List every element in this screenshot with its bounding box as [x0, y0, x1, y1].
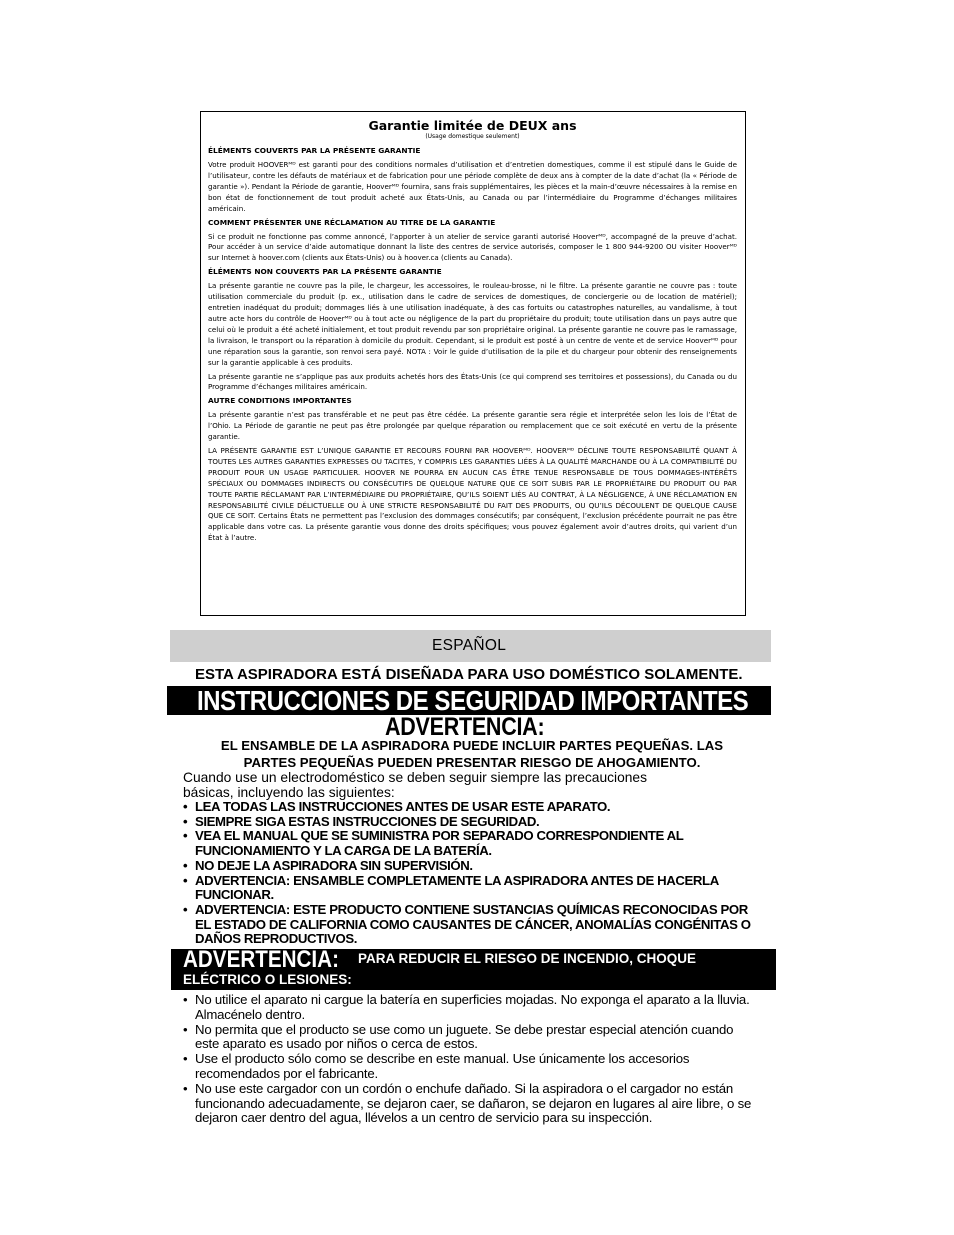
section-paragraph: La présente garantie n’est pas transférable et ne peut pas être cédée. La présente garantie sera régie et interprétée selon les lois de l’État de l’Ohio. La Période de garantie ne peut pas être prolongée par quelque réparation ou remplacement que ce soit exécuté en vertu de la présente garantie.: [208, 410, 737, 442]
safety-title-banner: [167, 686, 771, 715]
small-parts-line: PARTES PEQUEÑAS PUEDEN PRESENTAR RIESGO DE AHOGAMIENTO.: [243, 755, 701, 770]
warranty-box: [200, 111, 746, 616]
list-item: • VEA EL MANUAL QUE SE SUMINISTRA POR SEPARADO CORRESPONDIENTE AL FUNCIONAMIENTO Y LA CARGA DE LA BATERÍA.: [183, 829, 763, 858]
list-item: • SIEMPRE SIGA ESTAS INSTRUCCIONES DE SEGURIDAD.: [183, 815, 763, 830]
list-item: • ADVERTENCIA: ENSAMBLE COMPLETAMENTE LA ASPIRADORA ANTES DE HACERLA FUNCIONAR.: [183, 874, 763, 903]
safety-bold-list: [183, 800, 763, 947]
list-item: • No utilice el aparato ni cargue la batería en superficies mojadas. No exponga el aparato a la lluvia. Almacénelo dentro.: [183, 993, 758, 1023]
section-heading-other-conditions: AUTRE CONDITIONS IMPORTANTES: [208, 396, 352, 406]
safety-title: INSTRUCCIONES DE SEGURIDAD IMPORTANTES: [197, 685, 749, 716]
home-use-notice: ESTA ASPIRADORA ESTÁ DISEÑADA PARA USO DOMÉSTICO SOLAMENTE.: [195, 666, 743, 683]
intro-line: Cuando use un electrodoméstico se deben seguir siempre las precauciones: [183, 770, 648, 785]
intro-line: básicas, incluyendo las siguientes:: [183, 785, 395, 800]
list-item: • ADVERTENCIA: ESTE PRODUCTO CONTIENE SUSTANCIAS QUÍMICAS RECONOCIDAS POR EL ESTADO DE CALIFORNIA COMO CAUSANTES DE CÁNCER, ANOMALÍAS CONGÉNITAS O DAÑOS REPRODUCTIVOS.: [183, 903, 763, 947]
list-item: • NO DEJE LA ASPIRADORA SIN SUPERVISIÓN.: [183, 859, 763, 874]
section-heading-covered: ÉLÉMENTS COUVERTS PAR LA PRÉSENTE GARANTIE: [208, 146, 421, 155]
small-parts-line: EL ENSAMBLE DE LA ASPIRADORA PUEDE INCLUIR PARTES PEQUEÑAS. LAS: [220, 738, 724, 753]
list-item: • Use el producto sólo como se describe en este manual. Use únicamente los accesorios recomendados por el fabricante.: [183, 1052, 758, 1082]
section-heading-not-covered: ÉLÉMENTS NON COUVERTS PAR LA PRÉSENTE GARANTIE: [208, 267, 442, 277]
section-paragraph: LA PRÉSENTE GARANTIE EST L’UNIQUE GARANTIE ET RECOURS FOURNI PAR HOOVERᴹᴰ. HOOVERᴹᴰ DÉCLINE TOUTE RESPONSABILITÉ QUANT À TOUTES LES AUTRES GARANTIES EXPRESSES OU TACITES, Y COMPRIS LES GARANTIES LIÉES À LA QUALITÉ MARCHANDE OU À LA COMPATIBILITÉ DU PRODUIT POUR UN USAGE PARTICULIER. HOOVER NE POURRA EN AUCUN CAS ÊTRE TENUE RESPONSABLE DE TOUS DOMMAGES-INTÉRÊTS SPÉCIAUX OU DOMMAGES INDIRECTS OU CONSÉCUTIFS DE QUELQUE NATURE QUE CE SOIT SUBIS PAR LE PROPRIÉTAIRE DU PRODUIT OU PAR TOUTE PARTIE RÉCLAMANT PAR L’INTERMÉDIAIRE DU PROPRIÉTAIRE, QU’ILS SOIENT LIÉS AU CONTRAT, À LA NÉGLIGENCE, À UNE RÉCLAMATION EN RESPONSABILITÉ CIVILE DÉLICTUELLE OU À UNE STRICTE RESPONSABILITÉ DU FAIT DES PRODUITS, OU QU’ILS DÉCOULENT DE QUELQUE CAUSE QUE CE SOIT. Certains États ne permettent pas l’exclusion des dommages consécutifs; par conséquent, l’exclusion précédente pourrait ne pas être applicable dans votre cas. La présente garantie vous donne des droits spécifiques; vous pouvez également avoir d’autres droits, qui varient d’un État à l’autre.: [208, 446, 737, 543]
section-paragraph: La présente garantie ne couvre pas la pile, le chargeur, les accessoires, le rouleau-brosse, ni le filtre. La présente garantie ne couvre pas : toute utilisation commerciale du produit (p. ex., utilisation dans le cadre de services de domestiques, de conciergerie ou de location de matériel); entretien inadéquat du produit; dommages liés à une utilisation inadéquate, à des cas fortuits ou catastrophes naturelles, au vandalisme, à tout autre acte hors du contrôle de Hooverᴹᴰ ou à tout acte ou négligence de la part du propriétaire du produit; toute utilisation dans un pays autre que celui où le produit a été acheté initialement, et tout produit revendu par son propriétaire original. La présente garantie ne couvre pas le ramassage, la livraison, le transport ou la réparation à domicile du produit. Cependant, si le produit est posté à un centre de vente et de service Hooverᴹᴰ pour une réparation sous la garantie, son renvoi sera payé. NOTA : Voir le guide d’utilisation de la pile et du chargeur pour obtenir des renseignements sur la garantie applicable à ces produits.: [208, 281, 737, 367]
list-item: • No use este cargador con un cordón o enchufe dañado. Si la aspiradora o el cargador no están funcionando adecuadamente, se dejaron caer, se dañaron, se dejaron en lugares al aire libre, o se dejaron caer dentro del agua, llévelos a un centro de servicio para su inspección.: [183, 1082, 758, 1126]
fire-warning-word: ADVERTENCIA:: [183, 946, 339, 973]
warranty-subtitle: (Usage domestique seulement): [425, 133, 520, 140]
fire-warning-banner: [171, 946, 776, 990]
fire-warning-line: ELÉCTRICO O LESIONES:: [183, 972, 352, 987]
section-paragraph: Si ce produit ne fonctionne pas comme annoncé, l’apporter à un atelier de service garanti autorisé Hooverᴹᴰ, accompagné de la preuve d’achat. Pour accéder à un service d’aide automatique donnant la liste des centres de service autorisés, composer le 1 800 944-9200 OU visiter Hooverᴹᴰ sur Internet à hoover.com (clients aux États-Unis) ou à hoover.ca (clients au Canada).: [208, 231, 737, 263]
language-bar: ESPAÑOL: [170, 630, 771, 662]
section-paragraph: La présente garantie ne s’applique pas aux produits achetés hors des États-Unis (ce qui comprend ses territoires et possessions), du Canada ou du Programme d’échanges militaires américain.: [208, 371, 737, 392]
list-item: • LEA TODAS LAS INSTRUCCIONES ANTES DE USAR ESTE APARATO.: [183, 800, 763, 815]
section-paragraph: Votre produit HOOVERᴹᴰ est garanti pour des conditions normales d’utilisation et d’entretien domestiques, comme il est stipulé dans le Guide de l’utilisateur, contre les défauts de matériaux et de fabrication pour une période complète de deux ans à compter de la date d’achat (la « Période de garantie »). Pendant la Période de garantie, Hooverᴹᴰ fournira, sans frais supplémentaires, les pièces et la main-d’œuvre nécessaires à la remise en bon état de fonctionnement de tout produit acheté aux États-Unis, au Canada ou par l’intermédiaire du Programme d’échanges militaires américain.: [208, 160, 737, 213]
safety-plain-list: [183, 993, 758, 1126]
intro-text: [183, 770, 683, 800]
fire-warning-line: PARA REDUCIR EL RIESGO DE INCENDIO, CHOQUE: [358, 951, 697, 966]
small-parts-warning: [170, 737, 774, 771]
list-item: • No permita que el producto se use como un juguete. Se debe prestar especial atención cuando este aparato es usado por niños o cerca de estos.: [183, 1023, 758, 1053]
warranty-title: Garantie limitée de DEUX ans: [368, 118, 577, 133]
section-heading-claim: COMMENT PRÉSENTER UNE RÉCLAMATION AU TITRE DE LA GARANTIE: [208, 217, 496, 227]
warning-title: ADVERTENCIA:: [385, 713, 545, 741]
